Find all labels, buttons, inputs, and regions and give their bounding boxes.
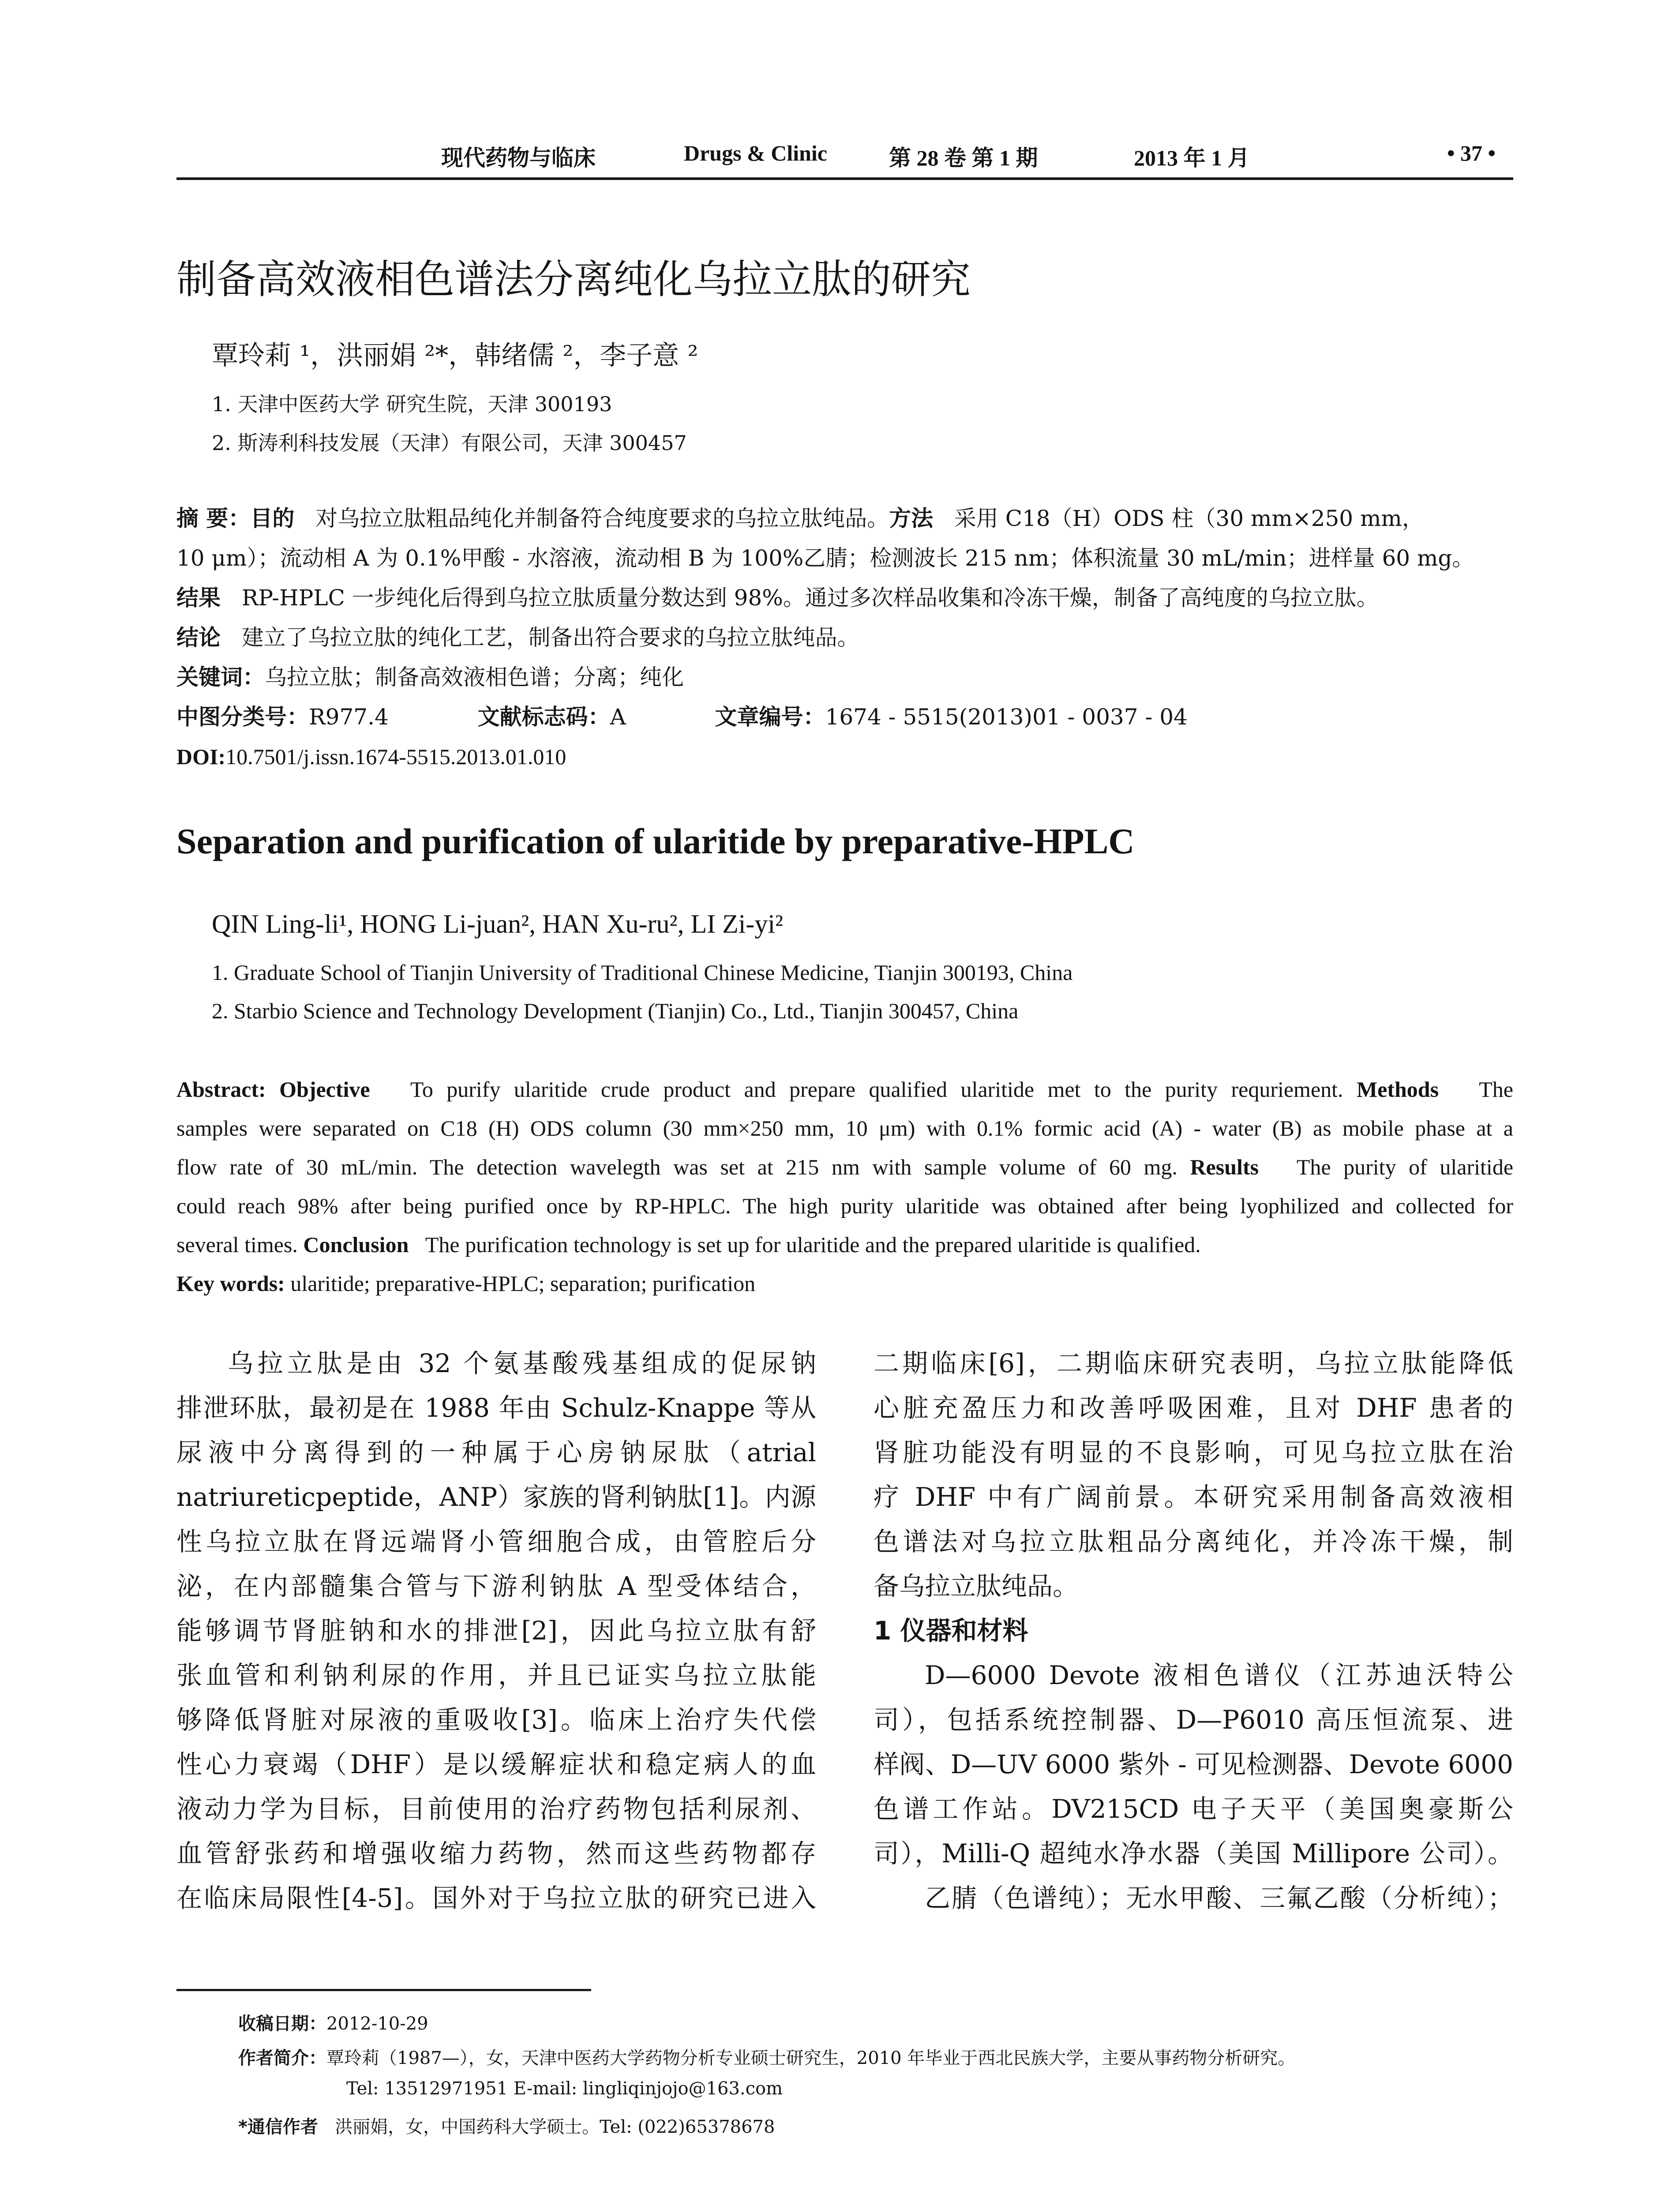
affiliation-en-1: 1. Graduate School of Tianjin University of Traditional Chinese Medicine, Tianjin 300193, China	[212, 960, 1073, 985]
footnote-corresponding	[238, 2113, 775, 2138]
abstract-zh-objective: 对乌拉立肽粗品纯化并制备符合纯度要求的乌拉立肽纯品。	[315, 506, 889, 531]
keywords-en-text: ularitide; preparative-HPLC; separation; purification	[290, 1271, 756, 1296]
body-left-column	[176, 1341, 816, 1921]
abstract-zh-result: RP-HPLC 一步纯化后得到乌拉立肽质量分数达到 98%。通过多次样品收集和冷冻干燥，制备了高纯度的乌拉立肽。	[241, 585, 1379, 611]
title-en: Separation and purification of ularitide by preparative-HPLC	[176, 821, 1135, 861]
article-no-value: 1674 - 5515(2013)01 - 0037 - 04	[825, 704, 1188, 730]
abstract-en-results-end: several times.	[176, 1232, 298, 1257]
issue-date: 2013 年 1 月	[1134, 146, 1250, 170]
abstract-zh-method-label: 方法	[889, 506, 934, 531]
doi-label: DOI:	[176, 744, 226, 769]
clc-value: R977.4	[309, 704, 389, 730]
abstract-zh-label: 摘 要：目的	[176, 506, 295, 531]
body-left-line: 血管舒张药和增强收缩力药物，然而这些药物都存	[176, 1838, 816, 1868]
body-right-line: 样阀、D—UV 6000 紫外 - 可见检测器、Devote 6000	[874, 1749, 1513, 1779]
doccode-value: A	[610, 704, 626, 730]
footnote-rule	[176, 1989, 591, 1991]
author-intro: 覃玲莉（1987—），女，天津中医药大学药物分析专业硕士研究生，2010 年毕业于西北民族大学，主要从事药物分析研究。	[326, 2048, 1296, 2068]
body-right-line: 心脏充盈压力和改善呼吸困难，且对 DHF 患者的	[874, 1393, 1513, 1423]
abstract-zh-conclusion-label: 结论	[176, 625, 221, 650]
abstract-zh-conclusion: 建立了乌拉立肽的纯化工艺，制备出符合要求的乌拉立肽纯品。	[241, 625, 859, 650]
corresponding-label: *通信作者	[238, 2117, 318, 2137]
abstract-en-results-start: The purity of ularitide	[1296, 1155, 1514, 1179]
footnote-received	[238, 2010, 428, 2035]
abstract-en	[176, 1077, 1513, 1309]
body-right-line: 疗 DHF 中有广阔前景。本研究采用制备高效液相	[874, 1482, 1513, 1512]
body-right-line: 备乌拉立肽纯品。	[874, 1571, 1079, 1601]
abstract-en-methods-label: Methods	[1356, 1077, 1439, 1102]
body-right-line: 二期临床[6]，二期临床研究表明，乌拉立肽能降低	[874, 1348, 1513, 1378]
page-number: • 37 •	[1447, 141, 1496, 165]
journal-name-en: Drugs & Clinic	[684, 141, 827, 165]
authors-zh: 覃玲莉 ¹，洪丽娟 ²*，韩绪儒 ²，李子意 ²	[212, 340, 698, 371]
body-right-line: 色谱工作站。DV215CD 电子天平（美国奥豪斯公	[874, 1794, 1513, 1824]
corresponding-author: 洪丽娟，女，中国药科大学硕士。Tel: (022)65378678	[335, 2117, 775, 2137]
body-right-line: 肾脏功能没有明显的不良影响，可见乌拉立肽在治	[874, 1437, 1513, 1467]
keywords-zh	[176, 657, 1513, 697]
abstract-zh-line-3	[176, 578, 1513, 618]
body-left-line: 在临床局限性[4-5]。国外对于乌拉立肽的研究已进入	[176, 1883, 816, 1913]
classification-line	[176, 697, 1513, 737]
abstract-zh-line-2: 10 μm）；流动相 A 为 0.1%甲酸 - 水溶液，流动相 B 为 100%乙腈；检测波长 215 nm；体积流量 30 mL/min；进样量 60 mg。	[176, 545, 1474, 571]
footnote-contact: Tel: 13512971951 E-mail: lingliqinjojo@163.com	[346, 2078, 783, 2099]
section-heading-1: 1 仪器和材料	[874, 1616, 1028, 1646]
journal-name-zh: 现代药物与临床	[441, 145, 596, 171]
body-left-line: 够降低肾脏对尿液的重吸收[3]。临床上治疗失代偿	[176, 1705, 816, 1735]
authors-en: QIN Ling-li¹, HONG Li-juan², HAN Xu-ru², LI Zi-yi²	[212, 909, 784, 938]
abstract-en-line-1	[176, 1077, 1513, 1115]
footnote-author	[238, 2044, 1295, 2069]
abstract-en-label: Abstract: Objective	[176, 1077, 370, 1102]
keywords-en	[176, 1271, 1513, 1309]
clc-label: 中图分类号：	[176, 704, 309, 730]
abstract-zh-line-4	[176, 618, 1513, 657]
abstract-en-line-4: could reach 98% after being purified once by RP-HPLC. The high purity ularitide was obtained after being lyophilized and collected for	[176, 1193, 1513, 1218]
body-left-line: 泌，在内部髓集合管与下游利钠肽 A 型受体结合，	[176, 1571, 816, 1601]
running-header	[176, 140, 1513, 176]
body-right-line: 司），Milli-Q 超纯水净水器（美国 Millipore 公司）。	[874, 1838, 1513, 1868]
received-date: 2012-10-29	[326, 2014, 428, 2034]
body-left-line: 能够调节肾脏钠和水的排泄[2]，因此乌拉立肽有舒	[176, 1616, 816, 1646]
abstract-zh	[176, 499, 1513, 777]
keywords-zh-label: 关键词：	[176, 664, 265, 690]
author-intro-label: 作者简介：	[238, 2048, 326, 2068]
keywords-en-label: Key words:	[176, 1271, 285, 1296]
abstract-zh-line-1	[176, 499, 1513, 538]
body-right-line: 乙腈（色谱纯）；无水甲酸、三氟乙酸（分析纯）；	[925, 1883, 1513, 1913]
affiliation-zh-1: 1. 天津中医药大学 研究生院，天津 300193	[212, 392, 612, 416]
body-left-line: 液动力学为目标，目前使用的治疗药物包括利尿剂、	[176, 1794, 816, 1824]
body-left-line: 尿液中分离得到的一种属于心房钠尿肽（atrial	[176, 1437, 816, 1467]
doi-value: 10.7501/j.issn.1674-5515.2013.01.010	[225, 744, 566, 769]
body-right-line: D—6000 Devote 液相色谱仪（江苏迪沃特公	[925, 1660, 1513, 1690]
body-left-line: 性乌拉立肽在肾远端肾小管细胞合成，由管腔后分	[176, 1527, 816, 1557]
affiliation-en-2: 2. Starbio Science and Technology Development (Tianjin) Co., Ltd., Tianjin 300457, China	[212, 998, 1019, 1023]
body-right-line: 色谱法对乌拉立肽粗品分离纯化，并冷冻干燥，制	[874, 1527, 1513, 1557]
volume-issue: 第 28 卷 第 1 期	[889, 146, 1038, 170]
abstract-en-conclusion: The purification technology is set up for ularitide and the prepared ularitide is qualified.	[425, 1232, 1201, 1257]
abstract-zh-result-label: 结果	[176, 585, 221, 611]
abstract-en-line-3	[176, 1154, 1513, 1193]
affiliation-zh-2: 2. 斯涛利科技发展（天津）有限公司，天津 300457	[212, 431, 687, 455]
abstract-en-conclusion-label: Conclusion	[303, 1232, 409, 1257]
body-right-column	[874, 1341, 1513, 1921]
abstract-en-line-5	[176, 1232, 1513, 1271]
doi-line	[176, 737, 1513, 777]
keywords-zh-text: 乌拉立肽；制备高效液相色谱；分离；纯化	[265, 664, 684, 690]
body-left-line: 乌拉立肽是由 32 个氨基酸残基组成的促尿钠	[228, 1348, 816, 1378]
header-rule	[176, 177, 1513, 180]
body-left-line: 性心力衰竭（DHF）是以缓解症状和稳定病人的血	[176, 1749, 816, 1779]
body-right-line: 司），包括系统控制器、D—P6010 高压恒流泵、进	[874, 1705, 1513, 1735]
abstract-zh-method: 采用 C18（H）ODS 柱（30 mm×250 mm，	[954, 506, 1424, 531]
abstract-en-methods-start: The	[1479, 1077, 1513, 1102]
article-no-label: 文章编号：	[715, 704, 825, 730]
abstract-en-line-2: samples were separated on C18 (H) ODS column (30 mm×250 mm, 10 μm) with 0.1% formic acid (A) - water (B) as mobile phase at a	[176, 1116, 1513, 1141]
abstract-en-objective: To purify ularitide crude product and prepare qualified ularitide met to the purity requriement.	[410, 1077, 1343, 1102]
abstract-en-results-label: Results	[1190, 1155, 1259, 1179]
received-label: 收稿日期：	[238, 2014, 326, 2034]
title-zh: 制备高效液相色谱法分离纯化乌拉立肽的研究	[176, 256, 971, 303]
body-left-line: natriureticpeptide，ANP）家族的肾利钠肽[1]。内源	[176, 1482, 816, 1512]
doccode-label: 文献标志码：	[477, 704, 610, 730]
body-left-line: 排泄环肽，最初是在 1988 年由 Schulz-Knappe 等从	[176, 1393, 816, 1423]
body-left-line: 张血管和利钠利尿的作用，并且已证实乌拉立肽能	[176, 1660, 816, 1690]
abstract-en-methods-end: flow rate of 30 mL/min. The detection wavelegth was set at 215 nm with sample volume of 60 mg.	[176, 1155, 1178, 1179]
